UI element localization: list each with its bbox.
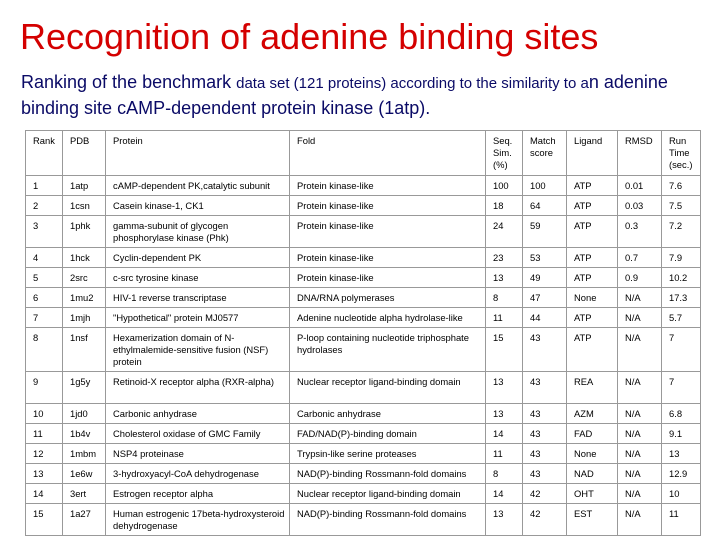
cell-run-time: 7.5	[662, 196, 701, 216]
cell-pdb: 1jd0	[63, 404, 106, 424]
cell-pdb: 1g5y	[63, 372, 106, 404]
cell-rank: 1	[26, 176, 63, 196]
header-run-time: Run Time (sec.)	[662, 131, 701, 176]
cell-run-time: 17.3	[662, 288, 701, 308]
cell-fold: P-loop containing nucleotide triphosphate hydrolases	[290, 328, 486, 372]
cell-pdb: 1csn	[63, 196, 106, 216]
cell-match-score: 43	[523, 372, 567, 404]
cell-ligand: ATP	[567, 248, 618, 268]
slide-subtitle	[21, 70, 711, 120]
cell-pdb: 1b4v	[63, 424, 106, 444]
cell-rank: 12	[26, 444, 63, 464]
cell-ligand: OHT	[567, 484, 618, 504]
cell-protein: Cyclin-dependent PK	[106, 248, 290, 268]
table-row	[26, 504, 701, 536]
cell-rmsd: 0.01	[618, 176, 662, 196]
cell-ligand: None	[567, 444, 618, 464]
table-row	[26, 268, 701, 288]
table-row	[26, 484, 701, 504]
cell-protein: cAMP-dependent PK,catalytic subunit	[106, 176, 290, 196]
table-row	[26, 424, 701, 444]
cell-protein: Carbonic anhydrase	[106, 404, 290, 424]
cell-seq-sim: 23	[486, 248, 523, 268]
cell-ligand: REA	[567, 372, 618, 404]
cell-ligand: EST	[567, 504, 618, 536]
cell-fold: Protein kinase-like	[290, 248, 486, 268]
cell-seq-sim: 11	[486, 308, 523, 328]
table-row	[26, 372, 701, 404]
cell-run-time: 10	[662, 484, 701, 504]
cell-protein: 3-hydroxyacyl-CoA dehydrogenase	[106, 464, 290, 484]
header-seq-sim: Seq. Sim. (%)	[486, 131, 523, 176]
cell-seq-sim: 14	[486, 484, 523, 504]
subtitle-part-3: n adenine binding site cAMP-dependent protein kinase (1atp).	[21, 72, 668, 118]
cell-protein: c-src tyrosine kinase	[106, 268, 290, 288]
cell-protein: Human estrogenic 17beta-hydroxysteroid dehydrogenase	[106, 504, 290, 536]
cell-seq-sim: 8	[486, 288, 523, 308]
table-row	[26, 404, 701, 424]
cell-run-time: 9.1	[662, 424, 701, 444]
cell-ligand: ATP	[567, 176, 618, 196]
cell-ligand: ATP	[567, 268, 618, 288]
benchmark-ranking-table	[25, 130, 701, 536]
slide-title: Recognition of adenine binding sites	[20, 16, 599, 57]
header-protein: Protein	[106, 131, 290, 176]
cell-match-score: 42	[523, 484, 567, 504]
cell-ligand: AZM	[567, 404, 618, 424]
cell-fold: FAD/NAD(P)-binding domain	[290, 424, 486, 444]
cell-run-time: 7	[662, 328, 701, 372]
cell-seq-sim: 13	[486, 372, 523, 404]
cell-ligand: None	[567, 288, 618, 308]
cell-match-score: 47	[523, 288, 567, 308]
cell-run-time: 6.8	[662, 404, 701, 424]
cell-rank: 7	[26, 308, 63, 328]
cell-fold: NAD(P)-binding Rossmann-fold domains	[290, 504, 486, 536]
table-row	[26, 444, 701, 464]
cell-fold: Adenine nucleotide alpha hydrolase-like	[290, 308, 486, 328]
cell-match-score: 43	[523, 424, 567, 444]
cell-rmsd: N/A	[618, 504, 662, 536]
cell-match-score: 64	[523, 196, 567, 216]
cell-protein: "Hypothetical" protein MJ0577	[106, 308, 290, 328]
table-row	[26, 248, 701, 268]
table-row	[26, 176, 701, 196]
subtitle-part-1: Ranking of the benchmark	[21, 72, 237, 92]
cell-fold: Protein kinase-like	[290, 216, 486, 248]
cell-ligand: ATP	[567, 328, 618, 372]
cell-fold: Nuclear receptor ligand-binding domain	[290, 484, 486, 504]
cell-run-time: 7	[662, 372, 701, 404]
cell-rank: 4	[26, 248, 63, 268]
cell-fold: NAD(P)-binding Rossmann-fold domains	[290, 464, 486, 484]
cell-seq-sim: 13	[486, 504, 523, 536]
cell-rmsd: 0.3	[618, 216, 662, 248]
header-rank: Rank	[26, 131, 63, 176]
cell-seq-sim: 24	[486, 216, 523, 248]
cell-protein: NSP4 proteinase	[106, 444, 290, 464]
cell-pdb: 1hck	[63, 248, 106, 268]
cell-rank: 6	[26, 288, 63, 308]
cell-protein: Hexamerization domain of N-ethylmalemide-sensitive fusion (NSF) protein	[106, 328, 290, 372]
table-row	[26, 308, 701, 328]
cell-rmsd: N/A	[618, 404, 662, 424]
cell-seq-sim: 100	[486, 176, 523, 196]
cell-rmsd: 0.03	[618, 196, 662, 216]
header-rmsd: RMSD	[618, 131, 662, 176]
cell-seq-sim: 18	[486, 196, 523, 216]
cell-ligand: ATP	[567, 308, 618, 328]
cell-run-time: 11	[662, 504, 701, 536]
cell-match-score: 100	[523, 176, 567, 196]
header-match-score: Match score	[523, 131, 567, 176]
cell-run-time: 7.6	[662, 176, 701, 196]
cell-rank: 15	[26, 504, 63, 536]
cell-seq-sim: 13	[486, 404, 523, 424]
cell-pdb: 2src	[63, 268, 106, 288]
cell-rmsd: 0.7	[618, 248, 662, 268]
cell-protein: Casein kinase-1, CK1	[106, 196, 290, 216]
cell-run-time: 5.7	[662, 308, 701, 328]
header-pdb: PDB	[63, 131, 106, 176]
cell-match-score: 43	[523, 328, 567, 372]
table-row	[26, 464, 701, 484]
table-row	[26, 196, 701, 216]
table-row	[26, 216, 701, 248]
cell-fold: Nuclear receptor ligand-binding domain	[290, 372, 486, 404]
cell-fold: DNA/RNA polymerases	[290, 288, 486, 308]
cell-rmsd: N/A	[618, 484, 662, 504]
cell-match-score: 44	[523, 308, 567, 328]
cell-rmsd: N/A	[618, 308, 662, 328]
cell-ligand: ATP	[567, 196, 618, 216]
cell-rank: 2	[26, 196, 63, 216]
cell-rank: 9	[26, 372, 63, 404]
cell-ligand: NAD	[567, 464, 618, 484]
cell-rank: 13	[26, 464, 63, 484]
cell-rmsd: N/A	[618, 288, 662, 308]
cell-pdb: 1e6w	[63, 464, 106, 484]
cell-ligand: FAD	[567, 424, 618, 444]
cell-pdb: 1phk	[63, 216, 106, 248]
subtitle-part-2: data set (121 proteins) according to the similarity to a	[236, 75, 589, 92]
cell-pdb: 1nsf	[63, 328, 106, 372]
header-fold: Fold	[290, 131, 486, 176]
cell-match-score: 49	[523, 268, 567, 288]
cell-fold: Protein kinase-like	[290, 268, 486, 288]
cell-pdb: 1mu2	[63, 288, 106, 308]
cell-ligand: ATP	[567, 216, 618, 248]
cell-seq-sim: 14	[486, 424, 523, 444]
cell-fold: Trypsin-like serine proteases	[290, 444, 486, 464]
cell-fold: Carbonic anhydrase	[290, 404, 486, 424]
header-ligand: Ligand	[567, 131, 618, 176]
cell-seq-sim: 13	[486, 268, 523, 288]
table-row	[26, 328, 701, 372]
cell-pdb: 1mjh	[63, 308, 106, 328]
cell-run-time: 12.9	[662, 464, 701, 484]
cell-rmsd: N/A	[618, 328, 662, 372]
cell-protein: Estrogen receptor alpha	[106, 484, 290, 504]
cell-match-score: 43	[523, 444, 567, 464]
cell-rmsd: N/A	[618, 464, 662, 484]
cell-rmsd: 0.9	[618, 268, 662, 288]
cell-pdb: 3ert	[63, 484, 106, 504]
cell-fold: Protein kinase-like	[290, 176, 486, 196]
cell-rmsd: N/A	[618, 444, 662, 464]
cell-match-score: 59	[523, 216, 567, 248]
cell-rank: 8	[26, 328, 63, 372]
cell-rank: 11	[26, 424, 63, 444]
cell-run-time: 10.2	[662, 268, 701, 288]
cell-seq-sim: 11	[486, 444, 523, 464]
cell-run-time: 13	[662, 444, 701, 464]
cell-rank: 5	[26, 268, 63, 288]
cell-run-time: 7.2	[662, 216, 701, 248]
cell-rank: 10	[26, 404, 63, 424]
cell-match-score: 43	[523, 464, 567, 484]
cell-seq-sim: 8	[486, 464, 523, 484]
cell-protein: Retinoid-X receptor alpha (RXR-alpha)	[106, 372, 290, 404]
cell-pdb: 1a27	[63, 504, 106, 536]
table-row	[26, 288, 701, 308]
cell-run-time: 7.9	[662, 248, 701, 268]
cell-protein: Cholesterol oxidase of GMC Family	[106, 424, 290, 444]
cell-rmsd: N/A	[618, 372, 662, 404]
table-header-row	[26, 131, 701, 176]
cell-rmsd: N/A	[618, 424, 662, 444]
cell-seq-sim: 15	[486, 328, 523, 372]
cell-match-score: 43	[523, 404, 567, 424]
cell-match-score: 53	[523, 248, 567, 268]
cell-pdb: 1mbm	[63, 444, 106, 464]
cell-pdb: 1atp	[63, 176, 106, 196]
cell-rank: 3	[26, 216, 63, 248]
cell-protein: HIV-1 reverse transcriptase	[106, 288, 290, 308]
cell-rank: 14	[26, 484, 63, 504]
cell-fold: Protein kinase-like	[290, 196, 486, 216]
cell-match-score: 42	[523, 504, 567, 536]
cell-protein: gamma-subunit of glycogen phosphorylase kinase (Phk)	[106, 216, 290, 248]
